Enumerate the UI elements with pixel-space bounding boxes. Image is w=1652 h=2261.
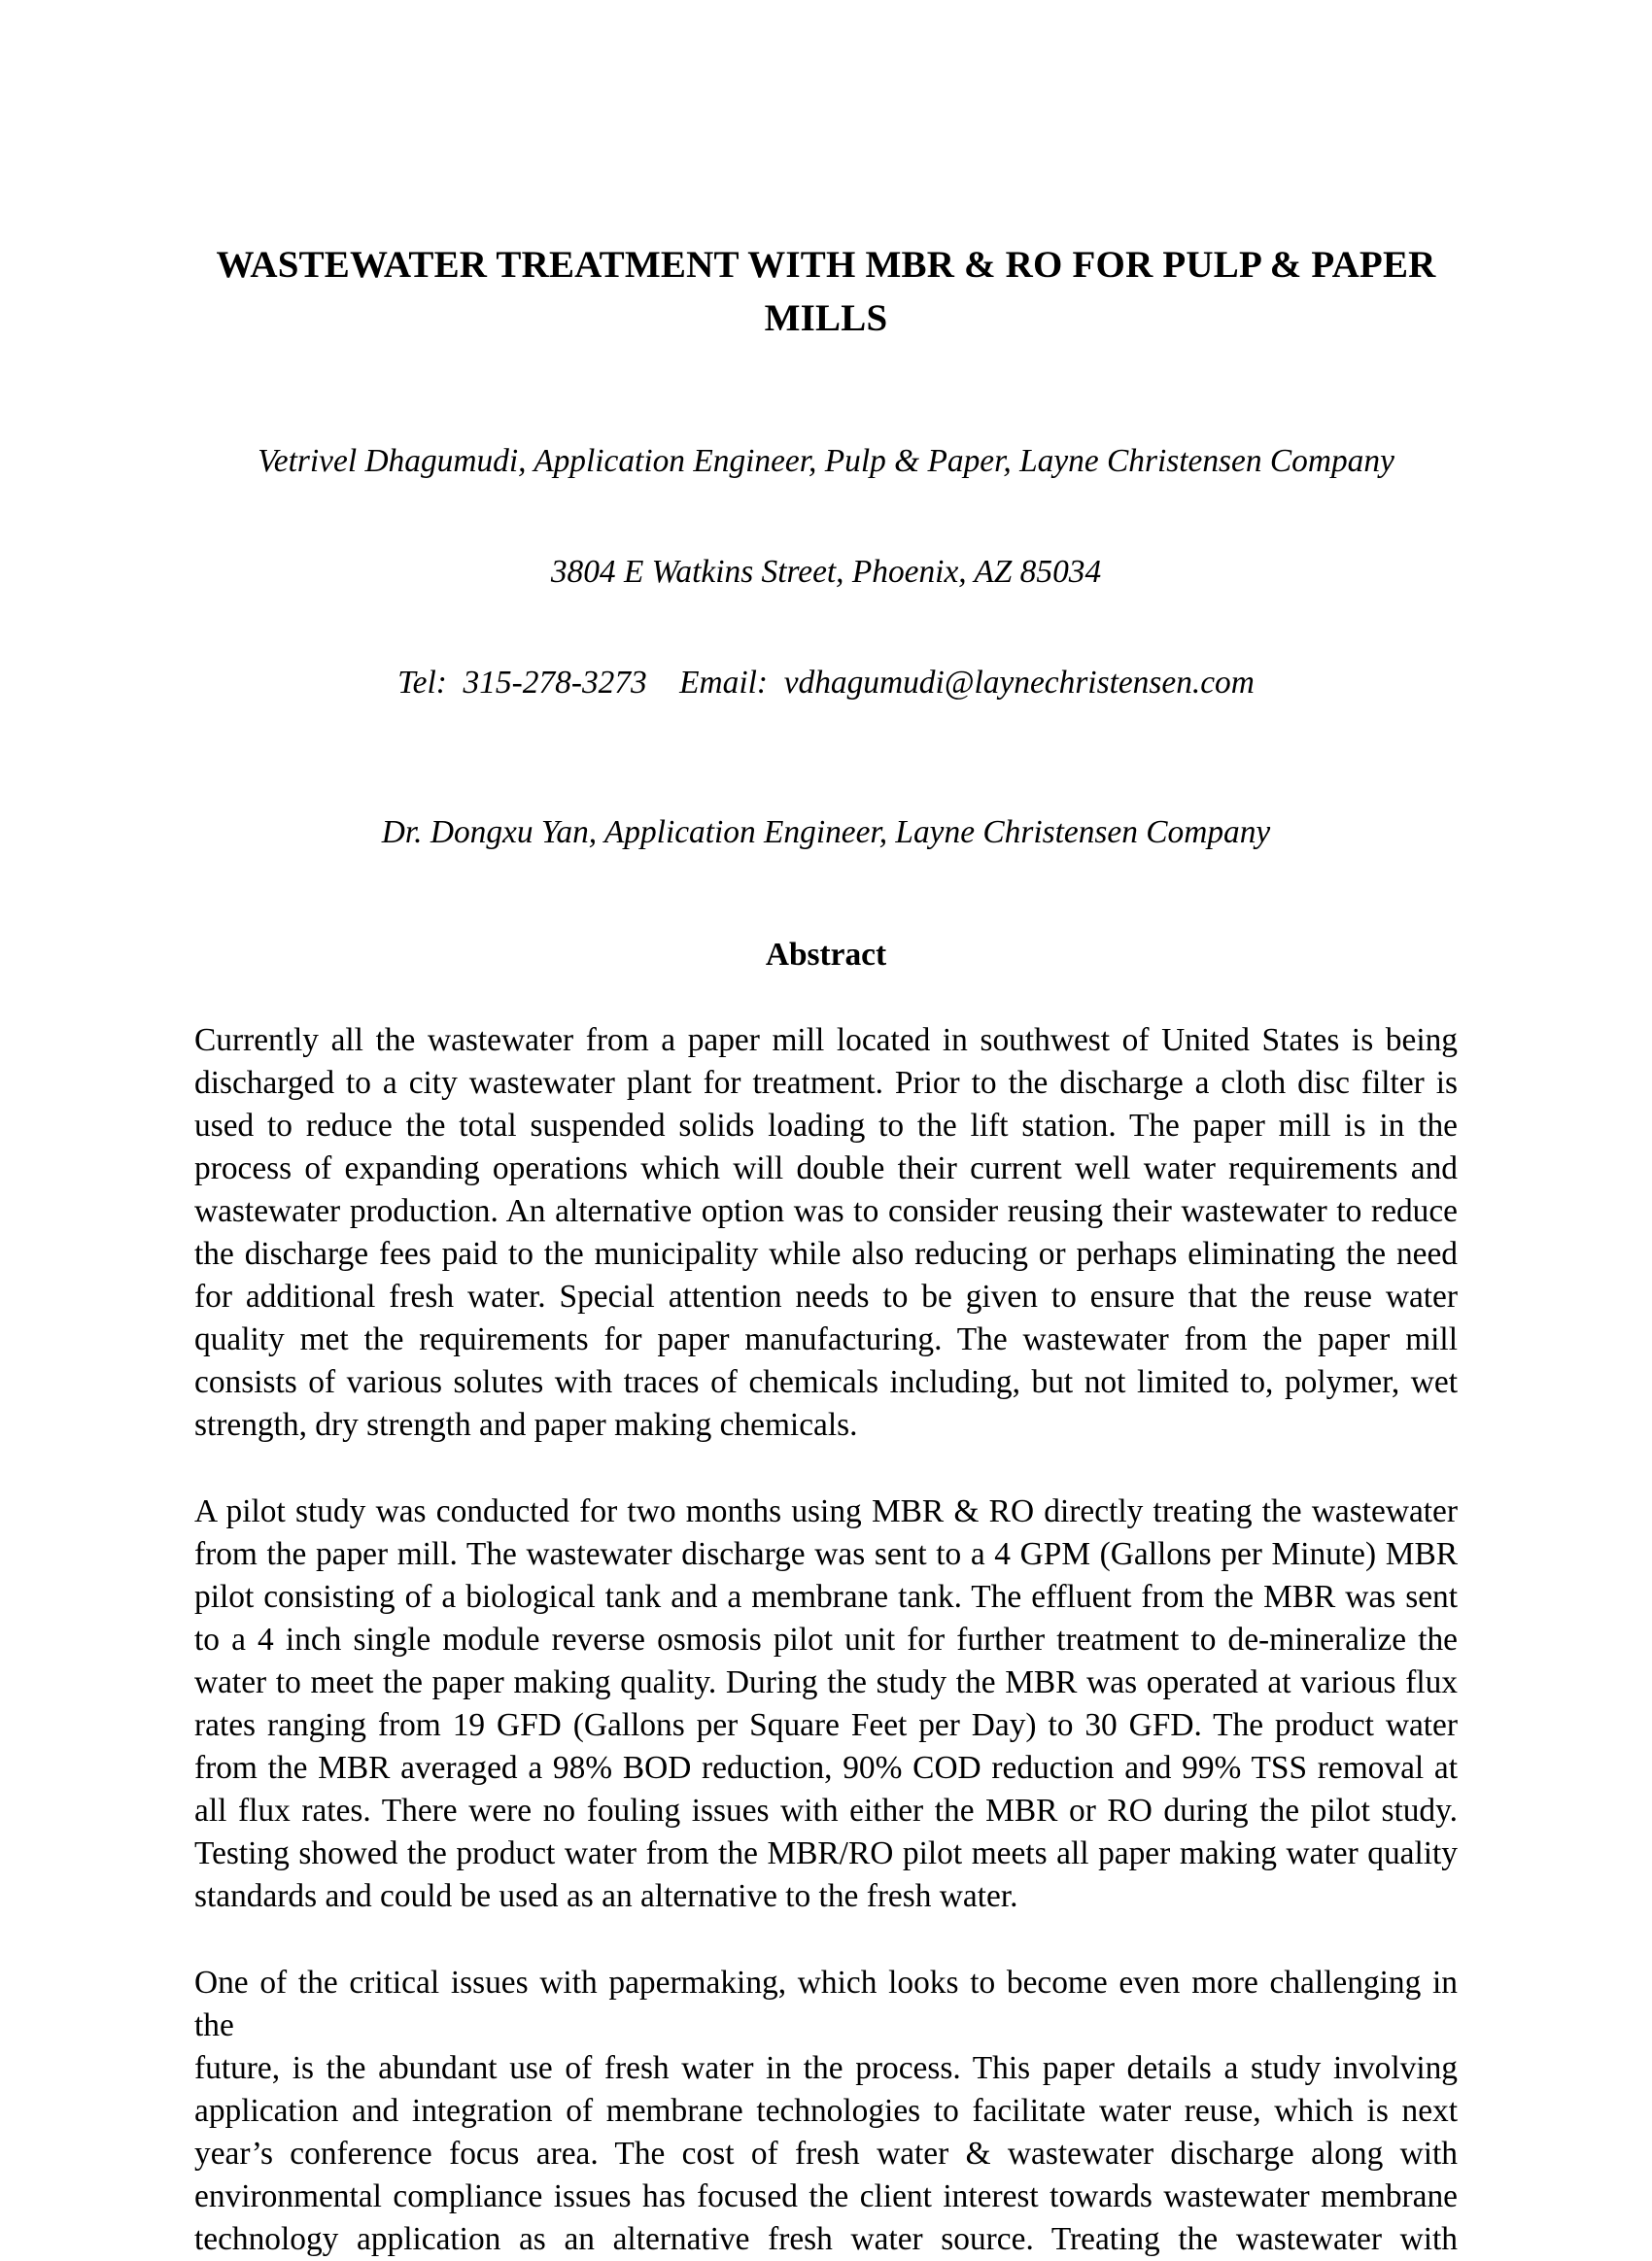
author-contact-line: Tel: 315-278-3273 Email: vdhagumudi@laynechristensen.com xyxy=(397,665,1255,701)
paper-title-line1: WASTEWATER TREATMENT WITH MBR & RO FOR PULP & PAPER xyxy=(216,244,1436,286)
paragraph-line: future, is the abundant use of fresh water in the process. This paper details a study involving xyxy=(194,2050,1458,2086)
paragraph-line: all flux rates. There were no fouling issues with either the MBR or RO during the pilot study. xyxy=(194,1793,1458,1829)
paragraph-line: the discharge fees paid to the municipality while also reducing or perhaps eliminating the need xyxy=(194,1236,1458,1272)
paragraph-line: discharged to a city wastewater plant for treatment. Prior to the discharge a cloth disc filter is xyxy=(194,1065,1458,1101)
author-block xyxy=(194,369,1458,775)
paragraph-line: quality met the requirements for paper manufacturing. The wastewater from the paper mill xyxy=(194,1321,1458,1357)
abstract-heading: Abstract xyxy=(765,937,887,973)
paragraph-line: technology application as an alternative fresh water source. Treating the wastewater with xyxy=(194,2221,1458,2257)
paragraph-line: process of expanding operations which will double their current well water requirements and xyxy=(194,1150,1458,1186)
paragraph-line: strength, dry strength and paper making chemicals. xyxy=(194,1407,858,1443)
paragraph-line: from the MBR averaged a 98% BOD reduction, 90% COD reduction and 99% TSS removal at xyxy=(194,1750,1458,1786)
paragraph-line: Testing showed the product water from the MBR/RO pilot meets all paper making water quality xyxy=(194,1835,1458,1871)
paragraph-line: consists of various solutes with traces of chemicals including, but not limited to, polymer, wet xyxy=(194,1364,1458,1400)
author-address-line: 3804 E Watkins Street, Phoenix, AZ 85034 xyxy=(550,554,1102,590)
paragraph-line: wastewater production. An alternative option was to consider reusing their wastewater to reduce xyxy=(194,1193,1458,1229)
abstract-paragraph-3 xyxy=(194,1962,1458,2261)
paragraph-line: from the paper mill. The wastewater discharge was sent to a 4 GPM (Gallons per Minute) MBR xyxy=(194,1536,1458,1572)
paragraph-line: rates ranging from 19 GFD (Gallons per Square Feet per Day) to 30 GFD. The product water xyxy=(194,1707,1458,1743)
paragraph-line: year’s conference focus area. The cost of fresh water & wastewater discharge along with xyxy=(194,2136,1458,2172)
author-name-line: Vetrivel Dhagumudi, Application Engineer, Pulp & Paper, Layne Christensen Company xyxy=(258,443,1394,479)
paragraph-line: to a 4 inch single module reverse osmosis pilot unit for further treatment to de-mineralize the xyxy=(194,1622,1458,1658)
paragraph-line: environmental compliance issues has focused the client interest towards wastewater membrane xyxy=(194,2178,1458,2214)
paragraph-line: Currently all the wastewater from a paper mill located in southwest of United States is being xyxy=(194,1022,1458,1058)
paragraph-line: application and integration of membrane technologies to facilitate water reuse, which is next xyxy=(194,2093,1458,2129)
paragraph-line: used to reduce the total suspended solids loading to the lift station. The paper mill is in the xyxy=(194,1108,1458,1144)
abstract-paragraph-2 xyxy=(194,1490,1458,1918)
paragraph-line: water to meet the paper making quality. During the study the MBR was operated at various flux xyxy=(194,1664,1458,1700)
paper-title xyxy=(194,238,1458,345)
paragraph-line: One of the critical issues with papermaking, which looks to become even more challenging in the xyxy=(194,1965,1458,2043)
paper-title-line2: MILLS xyxy=(764,297,888,339)
paragraph-line: pilot consisting of a biological tank and a membrane tank. The effluent from the MBR was sent xyxy=(194,1579,1458,1615)
paragraph-line: A pilot study was conducted for two months using MBR & RO directly treating the wastewater xyxy=(194,1493,1458,1529)
document-content xyxy=(194,0,1458,2261)
abstract-paragraph-1 xyxy=(194,1019,1458,1447)
second-author-line: Dr. Dongxu Yan, Application Engineer, Layne Christensen Company xyxy=(381,814,1271,850)
paragraph-line: for additional fresh water. Special attention needs to be given to ensure that the reuse water xyxy=(194,1279,1458,1315)
paragraph-line: standards and could be used as an alternative to the fresh water. xyxy=(194,1878,1018,1914)
